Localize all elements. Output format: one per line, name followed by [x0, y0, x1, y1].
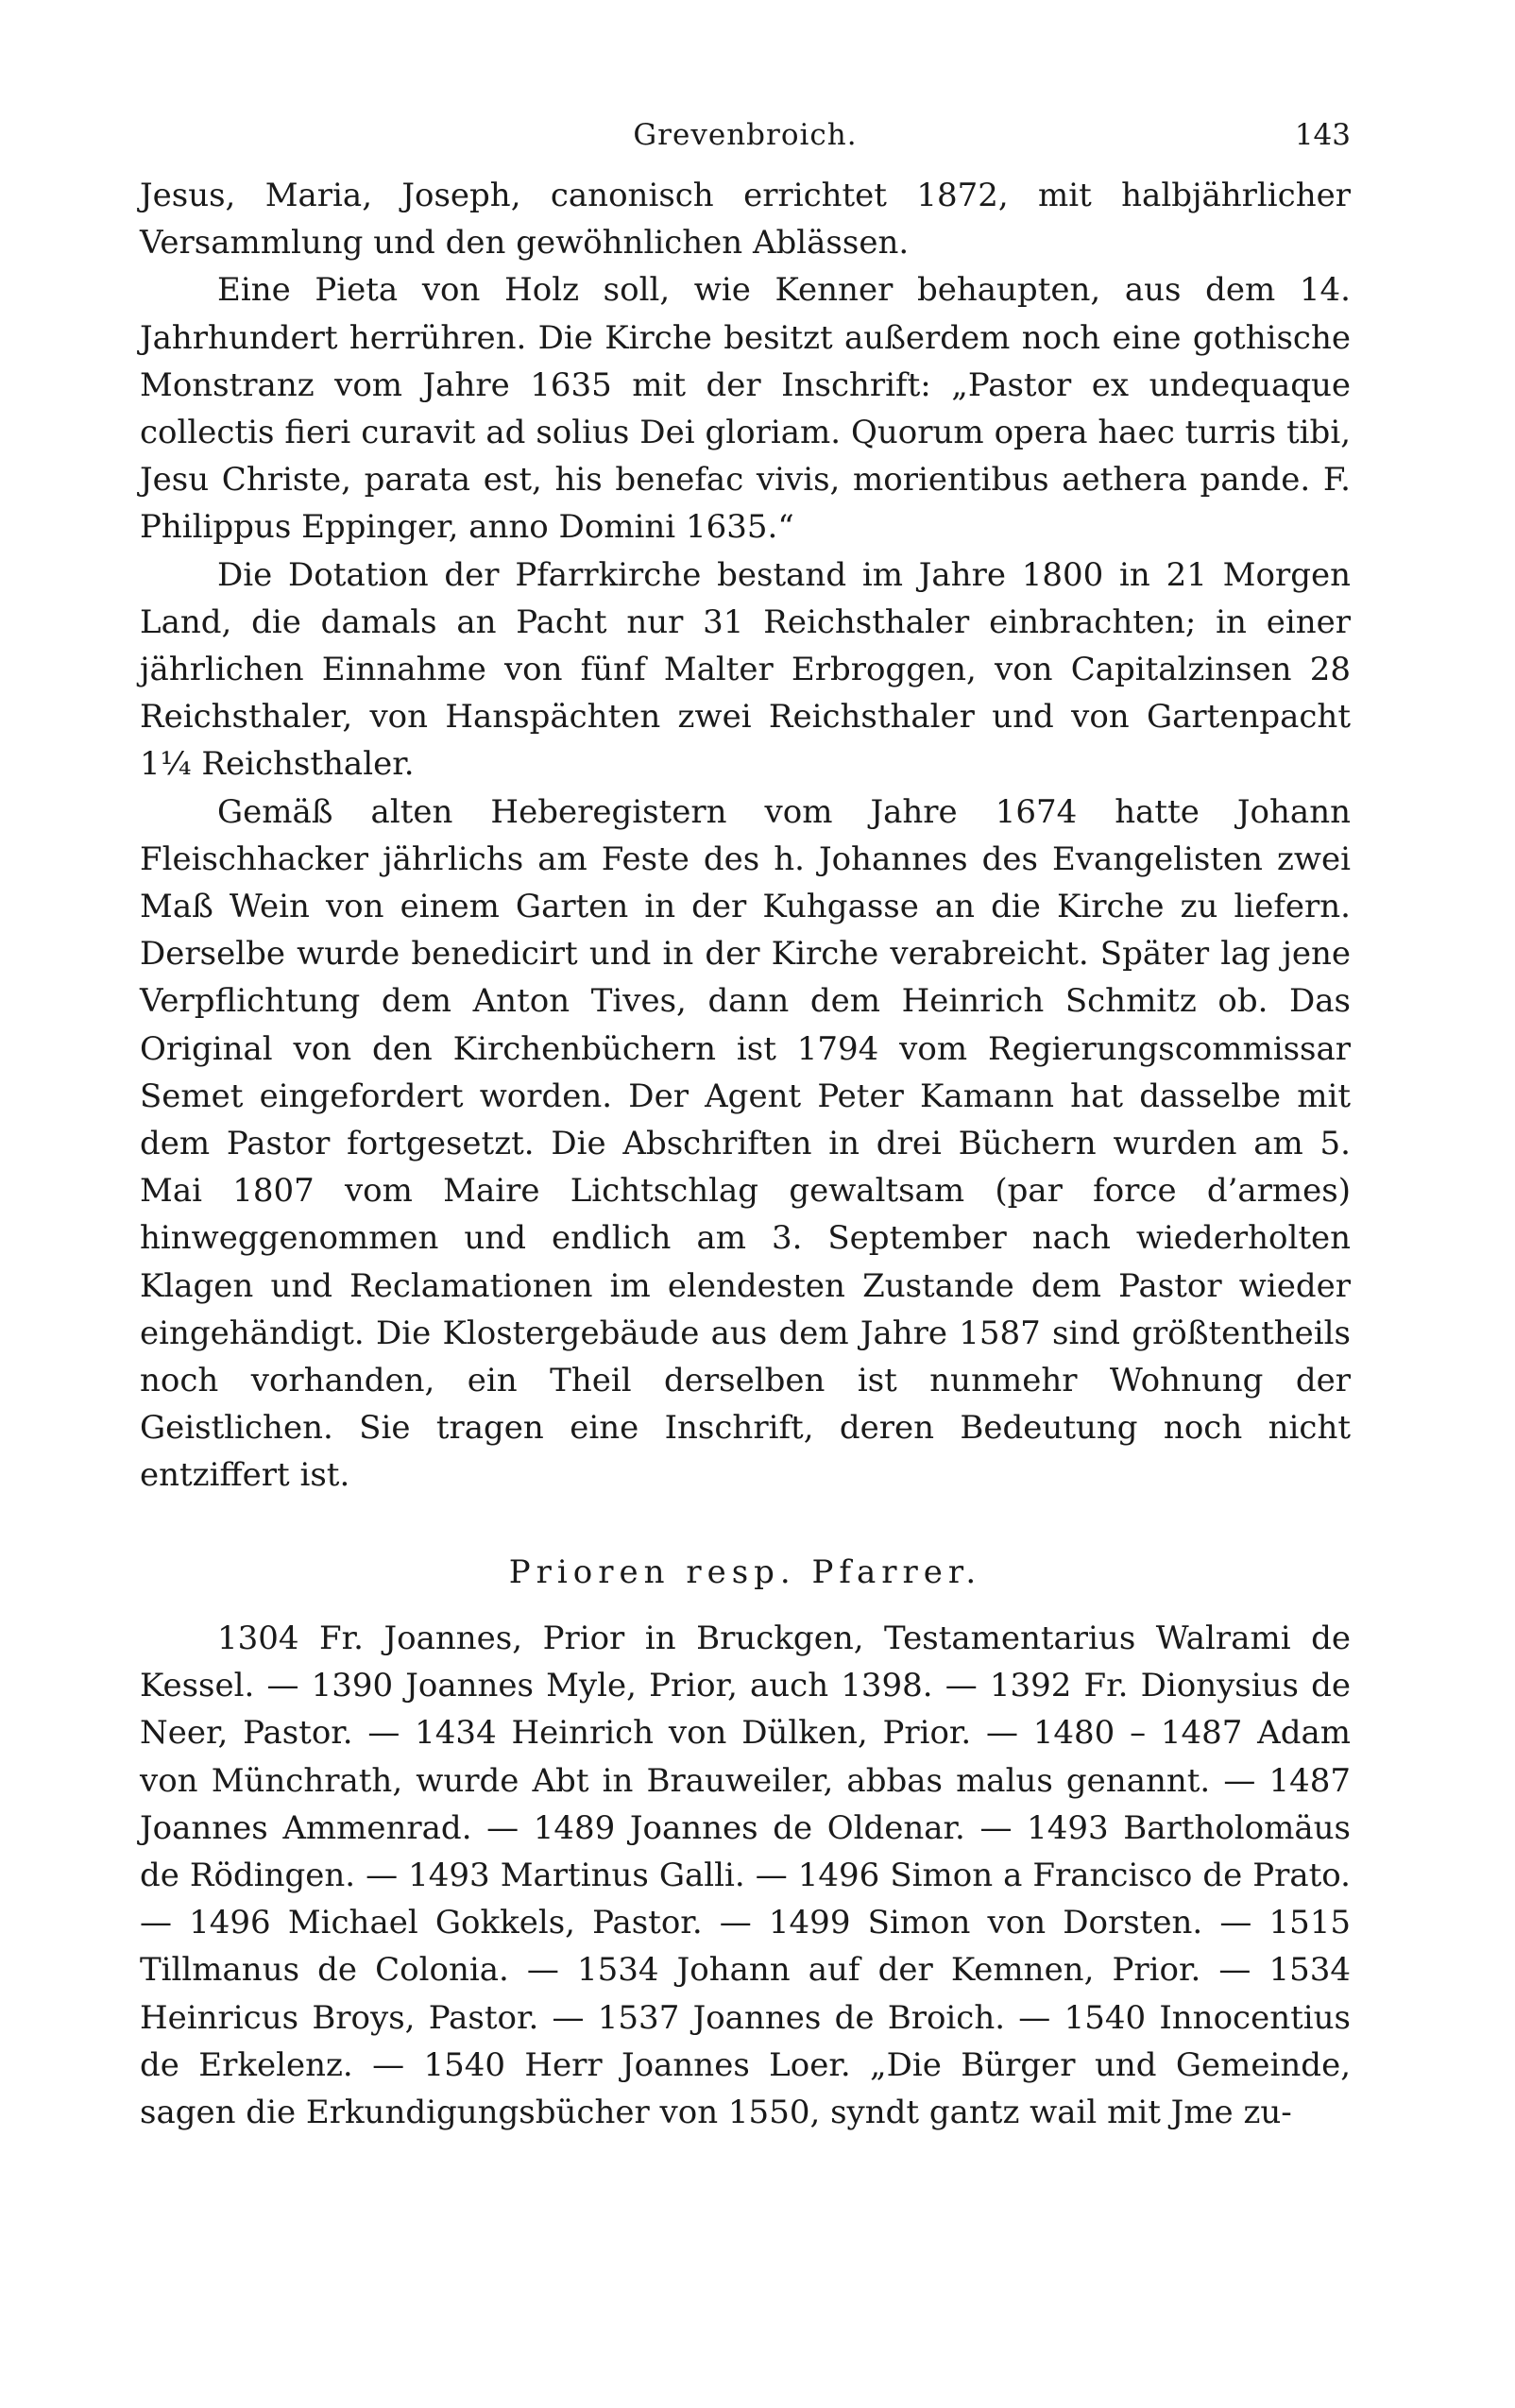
- section-title: Prioren resp. Pfarrer.: [508, 1552, 982, 1591]
- paragraph-heberegister: Gemäß alten Heberegistern vom Jahre 1674 hatte Johann Fleischhacker jährlichs am Feste des h. Johannes des Evangelisten zwei Maß Wein von einem Garten in der Kuhgasse an die Kirche zu liefern. Derselbe wurde benedicirt und in der Kirche verabreicht. Später lag jene Verpflichtung dem Anton Tives, dann dem Heinrich Schmitz ob. Das Original von den Kirchenbüchern ist 1794 vom Regierungscommissar Semet eingefordert worden. Der Agent Peter Kamann hat dasselbe mit dem Pastor fortgesetzt. Die Abschriften in drei Büchern wurden am 5. Mai 1807 vom Maire Lichtschlag gewaltsam (par force d’armes) hinweggenommen und endlich am 3. September nach wiederholten Klagen und Reclamationen im elendesten Zustande dem Pastor wieder eingehändigt. Die Klostergebäude aus dem Jahre 1587 sind größtentheils noch vorhanden, ein Theil derselben ist nunmehr Wohnung der Geistlichen. Sie tragen eine Inschrift, deren Bedeutung noch nicht entziffert ist.: [140, 792, 1351, 1495]
- book-page: [140, 111, 1351, 2283]
- paragraph-pieta-monstrance: Eine Pieta von Holz soll, wie Kenner behaupten, aus dem 14. Jahrhundert herrühren. Die Kirche besitzt außerdem noch eine gothische Monstranz vom Jahre 1635 mit der Inschrift: „Pastor ex undequaque collectis fieri curavit ad solius Dei gloriam. Quorum opera haec turris tibi, Jesu Christe, parata est, his benefac vivis, morientibus aethera pande. F. Philippus Eppinger, anno Domini 1635.“: [140, 271, 1351, 547]
- paragraph-dotation: Die Dotation der Pfarrkirche bestand im Jahre 1800 in 21 Morgen Land, die damals an Pacht nur 31 Reichsthaler einbrachten; in einer jährlichen Einnahme von fünf Malter Erbroggen, von Capitalzinsen 28 Reichsthaler, von Hanspächten zwei Reichsthaler und von Gartenpacht 1¼ Reichsthaler.: [140, 555, 1351, 784]
- paragraph-brotherhood: Jesus, Maria, Joseph, canonisch errichtet 1872, mit halbjährlicher Versammlung und den gewöhnlichen Ablässen.: [140, 177, 1351, 263]
- paragraph-priors-list: 1304 Fr. Joannes, Prior in Bruckgen, Testamentarius Walrami de Kessel. — 1390 Joannes Myle, Prior, auch 1398. — 1392 Fr. Dionysius de Neer, Pastor. — 1434 Heinrich von Dülken, Prior. — 1480 – 1487 Adam von Münchrath, wurde Abt in Brauweiler, abbas malus genannt. — 1487 Joannes Ammenrad. — 1489 Joannes de Oldenar. — 1493 Bartholomäus de Rödingen. — 1493 Martinus Galli. — 1496 Simon a Francisco de Prato. — 1496 Michael Gokkels, Pastor. — 1499 Simon von Dorsten. — 1515 Tillmanus de Colonia. — 1534 Johann auf der Kemnen, Prior. — 1534 Heinricus Broys, Pastor. — 1537 Joannes de Broich. — 1540 Innocentius de Erkelenz. — 1540 Herr Joannes Loer. „Die Bürger und Gemeinde, sagen die Erkundigungsbücher von 1550, syndt gantz wail mit Jme zu-: [140, 1619, 1351, 2131]
- page-header: [140, 111, 1351, 164]
- running-head: Grevenbroich.: [633, 118, 858, 152]
- page-number: 143: [1294, 118, 1351, 152]
